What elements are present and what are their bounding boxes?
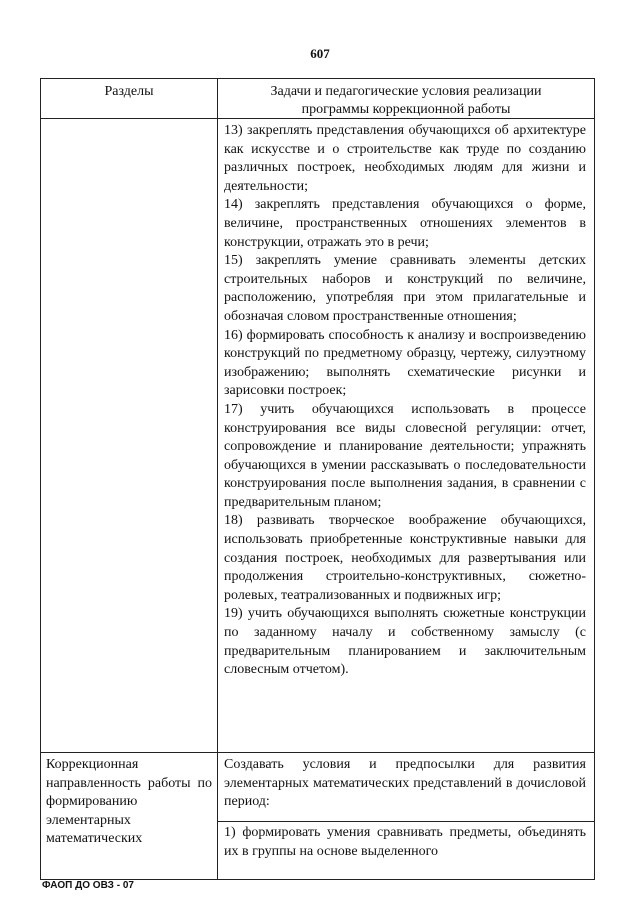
- row-divider: [41, 752, 594, 753]
- math-intro-cell: [224, 756, 586, 812]
- column-divider: [217, 79, 218, 879]
- footer-doc-code: ФАОП ДО ОВЗ - 07: [42, 880, 134, 891]
- header-tasks-line1: Задачи и педагогические условия реализации: [270, 84, 542, 99]
- construction-tasks-cell: [224, 122, 586, 680]
- task-item-17: 17) учить обучающихся использовать в процессе конструирования все виды словесной регуляции: отчет, сопровождение и планирование деятельности; упражнять обучающихся в умении рассказывать о последовательности конструирования после выполнения задания, в сравнении с предварительным планом;: [224, 401, 586, 510]
- math-item-1: 1) формировать умения сравнивать предметы, объединять их в группы на основе выделенного: [224, 825, 586, 859]
- header-tasks: [218, 83, 594, 119]
- task-item-13: 13) закреплять представления обучающихся об архитектуре как искусстве и о строительстве как труде по созданию различных построек, необходимых людям для жизни и деятельности;: [224, 123, 586, 194]
- task-item-19: 19) учить обучающихся выполнять сюжетные конструкции по заданному началу и собственному замыслу (с предварительным планированием и заключительным словесным отчетом).: [224, 606, 586, 678]
- program-table: [40, 78, 595, 880]
- math-intro-text: Создавать условия и предпосылки для развития элементарных математических представлений в дочисловой период:: [224, 757, 586, 810]
- section-math-title: Коррекционная направленность работы по формированию элементарных математических: [46, 757, 212, 847]
- section-math-cell: [46, 756, 212, 849]
- header-tasks-line2: программы коррекционной работы: [301, 102, 511, 117]
- task-item-15: 15) закреплять умение сравнивать элементы детских строительных наборов и конструкций по величине, расположению, употребляя при этом прилагательные и обозначая словом пространственные отношения;: [224, 253, 586, 324]
- cell-inner-divider: [217, 821, 594, 822]
- header-sections: Разделы: [104, 84, 154, 99]
- task-item-18: 18) развивать творческое воображение обучающихся, использовать приобретенные конструктивные навыки для создания построек, необходимых для развертывания или продолжения строительно-конструктивных, сюжетно-ролевых, театрализованных и подвижных игр;: [224, 513, 586, 603]
- math-item-cell: [224, 824, 586, 861]
- task-item-14: 14) закреплять представления обучающихся о форме, величине, пространственных отношениях элементов в конструкции, отражать это в речи;: [224, 197, 586, 250]
- page-number: 607: [310, 46, 330, 61]
- task-item-16: 16) формировать способность к анализу и воспроизведению конструкций по предметному образцу, чертежу, силуэтному изображению; выполнять схематические рисунки и зарисовки построек;: [224, 327, 586, 399]
